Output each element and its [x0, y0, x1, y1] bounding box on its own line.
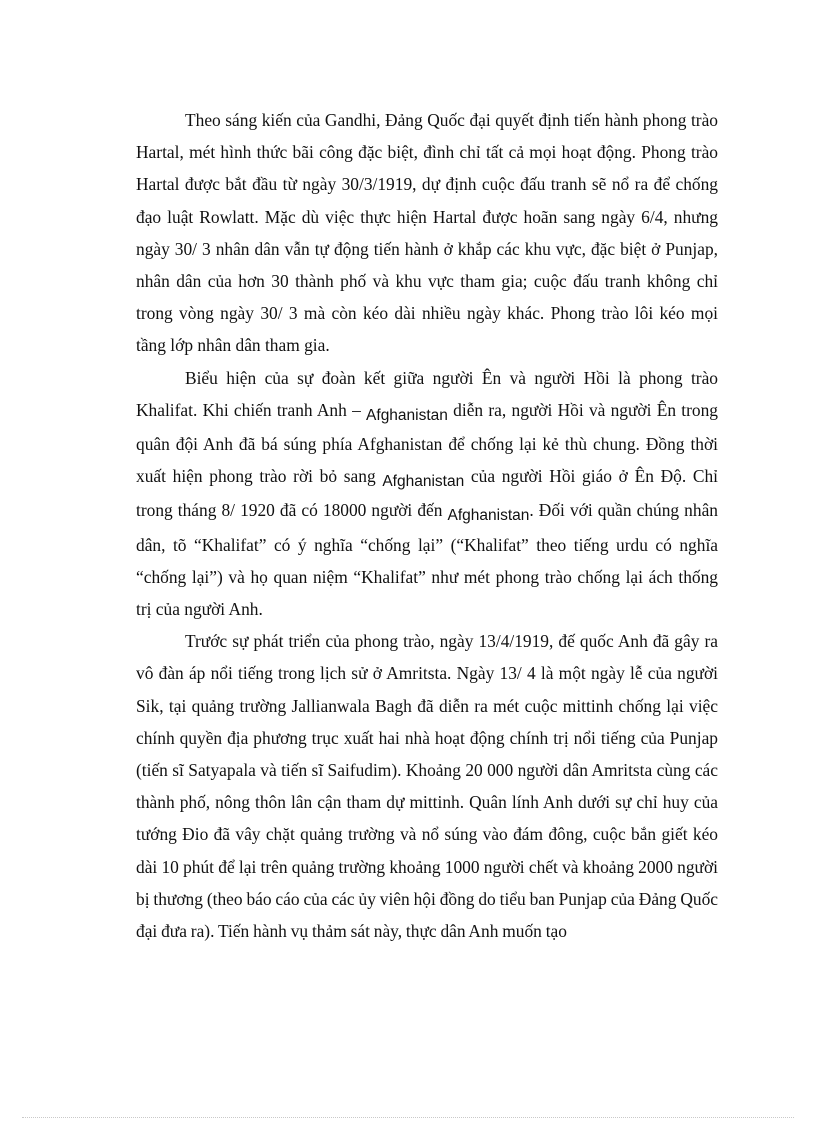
document-body [136, 104, 718, 947]
paragraph-amritsar-massacre: Trước sự phát triển của phong trào, ngày 13/4/1919, đế quốc Anh đã gây ra vô đàn áp nổi tiếng trong lịch sử ở Amritsta. Ngày 13/ 4 là một ngày lễ của người Sik, tại quảng trường Jallianwala Bagh đã diễn ra mét cuộc mittinh chống lại việc chính quyền địa phương trục xuất hai nhà hoạt động chính trị nổi tiếng của Punjap (tiến sĩ Satyapala và tiến sĩ Saifudim). Khoảng 20 000 người dân Amritsta cùng các thành phố, nông thôn lân cận tham dự mittinh. Quân lính Anh dưới sự chỉ huy của tướng Đio đã vây chặt quảng trường và nổ súng vào đám đông, cuộc bắn giết kéo dài 10 phút để lại trên quảng trường khoảng 1000 người chết và khoảng 2000 người bị thương (theo báo cáo của các ủy viên hội đồng do tiểu ban Punjap của Đảng Quốc đại đưa ra). Tiến hành vụ thảm sát này, thực dân Anh muốn tạo [136, 631, 718, 942]
paragraph-hartal: Theo sáng kiến của Gandhi, Đảng Quốc đại quyết định tiến hành phong trào Hartal, mét hình thức bãi công đặc biệt, đình chỉ tất cả mọi hoạt động. Phong trào Hartal được bắt đầu từ ngày 30/3/1919, dự định cuộc đấu tranh sẽ nổ ra để chống đạo luật Rowlatt. Mặc dù việc thực hiện Hartal được hoãn sang ngày 6/4, nhưng ngày 30/ 3 nhân dân vẫn tự động tiến hành ở khắp các khu vực, đặc biệt ở Punjap, nhân dân của hơn 30 thành phố và khu vực tham gia; cuộc đấu tranh không chỉ trong vòng ngày 30/ 3 mà còn kéo dài nhiều ngày khác. Phong trào lôi kéo mọi tầng lớp nhân dân tham gia. [136, 110, 718, 356]
place-name-afghanistan: Afghanistan [447, 507, 530, 525]
paragraph-segment: . Đối với quần chúng nhân dân, tõ “Khalifat” có ý nghĩa “chống lại” (“Khalifat” theo tiếng urdu có nghĩa “chống lại”) và họ quan niệm “Khalifat” như mét phong trào chống lại ách thống trị của người Anh. [136, 500, 718, 620]
page-bottom-border [22, 1117, 794, 1118]
place-name-afghanistan: Afghanistan [366, 406, 448, 424]
paragraph-segment: diễn ra, người Hồi và người Ên trong quân đội Anh đã bá súng phía Afghanistan để chống lại kẻ thù chung. Đồng thời xuất hiện phong trào rời bỏ sang [136, 399, 719, 487]
paragraph-segment: Biểu hiện của sự đoàn kết giữa người Ên và người Hồi là phong trào Khalifat. Khi chiến tranh Anh – [136, 367, 718, 420]
place-name-afghanistan: Afghanistan [382, 473, 465, 491]
paragraph-segment: của người Hồi giáo ở Ên Độ. Chỉ trong tháng 8/ 1920 đã có 18000 người đến [136, 466, 719, 521]
paragraph-khalifat [136, 362, 718, 626]
